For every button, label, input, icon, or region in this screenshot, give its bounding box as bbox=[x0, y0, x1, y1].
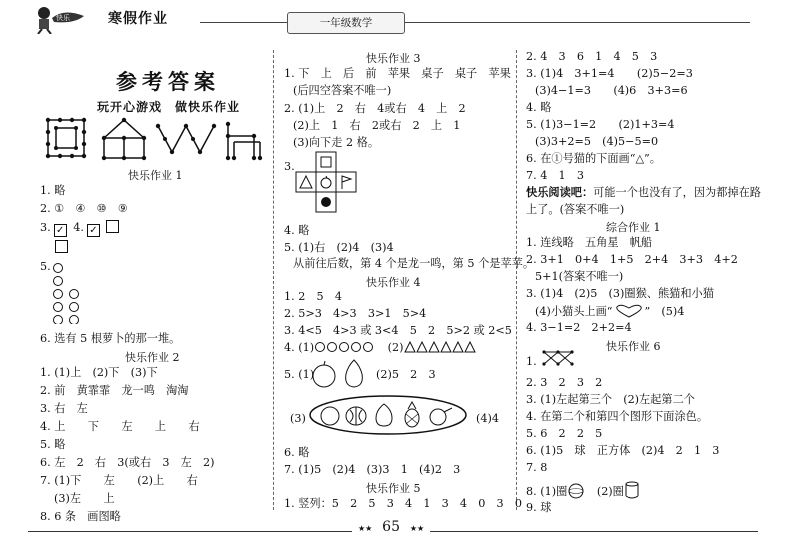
answer-line: 7. 8 bbox=[526, 461, 548, 474]
subject-label: 一年级数学 bbox=[287, 12, 405, 34]
answer-part: (4)小猫头上画“ bbox=[535, 305, 613, 318]
cube-net-figure bbox=[292, 150, 362, 220]
empty-box-icon bbox=[106, 220, 119, 233]
answer-line bbox=[526, 481, 640, 499]
section-title: 快乐作业 6 bbox=[606, 340, 661, 353]
answer-line: (3)左 上 bbox=[54, 492, 115, 505]
answer-line: 7. (1)5 (2)4 (3)3 1 (4)2 3 bbox=[284, 463, 461, 476]
answer-line: 9. 球 bbox=[526, 501, 552, 514]
answer-line: 从前往后数，第 4 个是龙一鸣，第 5 个是苹苹。 bbox=[293, 257, 535, 270]
fruit-figure bbox=[310, 356, 370, 390]
answer-line: 5. bbox=[40, 260, 51, 273]
answer-line: 1. 下 上 后 前 苹果 桌子 桌子 苹果 bbox=[284, 67, 511, 80]
answer-line: 5. (1) bbox=[284, 368, 315, 381]
circle-arrangement-figure bbox=[52, 262, 82, 324]
reading-answer: 可能一个也没有了，因为都掉在路 bbox=[593, 186, 761, 199]
answer-part: ” (5)4 bbox=[644, 305, 685, 318]
answer-line: 2. 3 2 3 2 bbox=[526, 376, 603, 389]
checked-box-icon: ✓ bbox=[54, 224, 67, 237]
page-number bbox=[352, 519, 430, 535]
answer-line: 2. 前 黄霏霏 龙一鸣 淘淘 bbox=[40, 384, 189, 397]
cylinder-icon bbox=[624, 481, 640, 499]
answer-line: 2. (1)上 2 右 4或右 4 上 2 bbox=[284, 102, 466, 115]
answer-line: 4. 上 下 左 上 右 bbox=[40, 420, 200, 433]
section-title: 快乐作业 4 bbox=[366, 276, 421, 289]
answer-line: 3. (1)4 (2)5 (3)圈猴、熊猫和小猫 bbox=[526, 287, 714, 300]
reading-label: 快乐阅读吧： bbox=[526, 186, 594, 199]
answer-line bbox=[526, 186, 761, 200]
answer-line: (2)5 2 3 bbox=[376, 368, 436, 381]
cartoon-mascot-icon bbox=[34, 4, 90, 34]
item-number: 3. bbox=[40, 221, 51, 234]
answer-line: 4. 略 bbox=[526, 101, 552, 114]
answer-line: (3)向下走 2 格。 bbox=[293, 136, 380, 149]
dot-drawing-figures bbox=[44, 116, 264, 164]
answer-line: 3. (1)4 3+1=4 (2)5−2=3 bbox=[526, 67, 693, 80]
answer-line: 4. 略 bbox=[284, 224, 310, 237]
six-triangles-icon bbox=[404, 341, 478, 353]
answer-line: 上了。(答案不唯一) bbox=[526, 203, 625, 216]
section-title: 综合作业 1 bbox=[606, 221, 661, 234]
answer-line: 4. 3−1=2 2+2=4 bbox=[526, 321, 632, 334]
page-number-value: 65 bbox=[382, 519, 400, 535]
empty-box-icon bbox=[55, 240, 68, 253]
answer-line bbox=[284, 341, 478, 355]
answer-line bbox=[535, 304, 684, 319]
answer-key-title: 参考答案 bbox=[116, 69, 220, 94]
answer-line: 2. ① ④ ⑩ ⑨ bbox=[40, 202, 128, 215]
section-title: 快乐作业 3 bbox=[366, 52, 421, 65]
answer-line: 1. 略 bbox=[40, 184, 66, 197]
answer-line: (后四空答案不唯一) bbox=[293, 84, 392, 97]
checked-box-icon: ✓ bbox=[87, 224, 100, 237]
answer-line: 2. 3+1 0+4 1+5 2+4 3+3 4+2 bbox=[526, 253, 738, 266]
answer-line: 2. 4 3 6 1 4 5 3 bbox=[526, 50, 658, 63]
page-header bbox=[0, 0, 790, 40]
answer-line: 6. (1)5 球 正方体 (2)4 2 1 3 bbox=[526, 444, 720, 457]
answer-line: 5+1(答案不唯一) bbox=[535, 270, 624, 283]
answer-line bbox=[40, 220, 122, 237]
answer-line: (3)3+2=5 (4)5−5=0 bbox=[535, 135, 659, 148]
brand-title: 寒假作业 bbox=[108, 11, 168, 27]
sphere-icon bbox=[567, 483, 585, 499]
answer-line: 6. 选有 5 根萝卜的那一堆。 bbox=[40, 332, 181, 345]
svg-text:快乐: 快乐 bbox=[56, 14, 70, 22]
star-icon: ★★ bbox=[358, 524, 373, 533]
answer-line: 5. (1)右 (2)4 (3)4 bbox=[284, 241, 394, 254]
item-number: 4. (1) bbox=[284, 341, 315, 354]
column-divider-1 bbox=[273, 50, 274, 510]
answer-line: 5. 略 bbox=[40, 438, 66, 451]
answer-line: 2. 5>3 4>3 3>1 5>4 bbox=[284, 307, 427, 320]
answer-line: 3. 4<5 4>3 或 3<4 5 2 5>2 或 2<5 bbox=[284, 324, 512, 337]
answer-line: 3. bbox=[284, 160, 295, 173]
answer-line: 4. 在第二个和第四个图形下面涂色。 bbox=[526, 410, 709, 423]
item-number: (2) bbox=[387, 341, 404, 354]
heart-icon bbox=[613, 304, 645, 318]
answer-line: 6. 略 bbox=[284, 446, 310, 459]
answer-line: 7. 4 1 3 bbox=[526, 169, 584, 182]
answer-part: 8. (1)圈 bbox=[526, 485, 568, 498]
item-number: 4. bbox=[73, 221, 84, 234]
circled-fruits-figure bbox=[308, 394, 468, 436]
star-icon: ★★ bbox=[409, 524, 425, 533]
answer-line: (4)4 bbox=[476, 412, 499, 425]
answer-line: 1. 2 5 4 bbox=[284, 290, 342, 303]
answer-line: 7. (1)下 左 (2)上 右 bbox=[40, 474, 198, 487]
answer-line: 1. 连线略 五角星 帆船 bbox=[526, 236, 653, 249]
line-connection-figure bbox=[540, 348, 576, 368]
slogan: 玩开心游戏 做快乐作业 bbox=[97, 100, 241, 114]
answer-line: (2)上 1 右 2或右 2 上 1 bbox=[293, 119, 461, 132]
answer-line: 1. (1)上 (2)下 (3)下 bbox=[40, 366, 158, 379]
answer-line: 5. (1)3−1=2 (2)1+3=4 bbox=[526, 118, 675, 131]
header-rule bbox=[200, 22, 750, 23]
answer-line: 6. 在①号猫的下面画“△”。 bbox=[526, 152, 661, 165]
answer-line: 3. (1)左起第三个 (2)左起第二个 bbox=[526, 393, 695, 406]
section-title: 快乐作业 1 bbox=[128, 169, 183, 182]
column-divider-2 bbox=[516, 50, 517, 510]
answer-line: (3) bbox=[290, 412, 306, 425]
section-title: 快乐作业 2 bbox=[125, 351, 180, 364]
section-title: 快乐作业 5 bbox=[366, 482, 421, 495]
answer-part: (2)圈 bbox=[596, 485, 624, 498]
answer-line: 3. 右 左 bbox=[40, 402, 88, 415]
five-circles-icon bbox=[314, 341, 376, 353]
answer-line: 6. 左 2 右 3(或右 3 左 2) bbox=[40, 456, 215, 469]
answer-line: 1. bbox=[526, 355, 537, 368]
answer-line: 8. 6 条 画图略 bbox=[40, 510, 121, 523]
answer-line: (3)4−1=3 (4)6 3+3=6 bbox=[535, 84, 688, 97]
answer-line: 1. 竖列：5 2 5 3 4 1 3 4 0 3 0 bbox=[284, 497, 522, 510]
answer-line: 5. 6 2 2 5 bbox=[526, 427, 603, 440]
